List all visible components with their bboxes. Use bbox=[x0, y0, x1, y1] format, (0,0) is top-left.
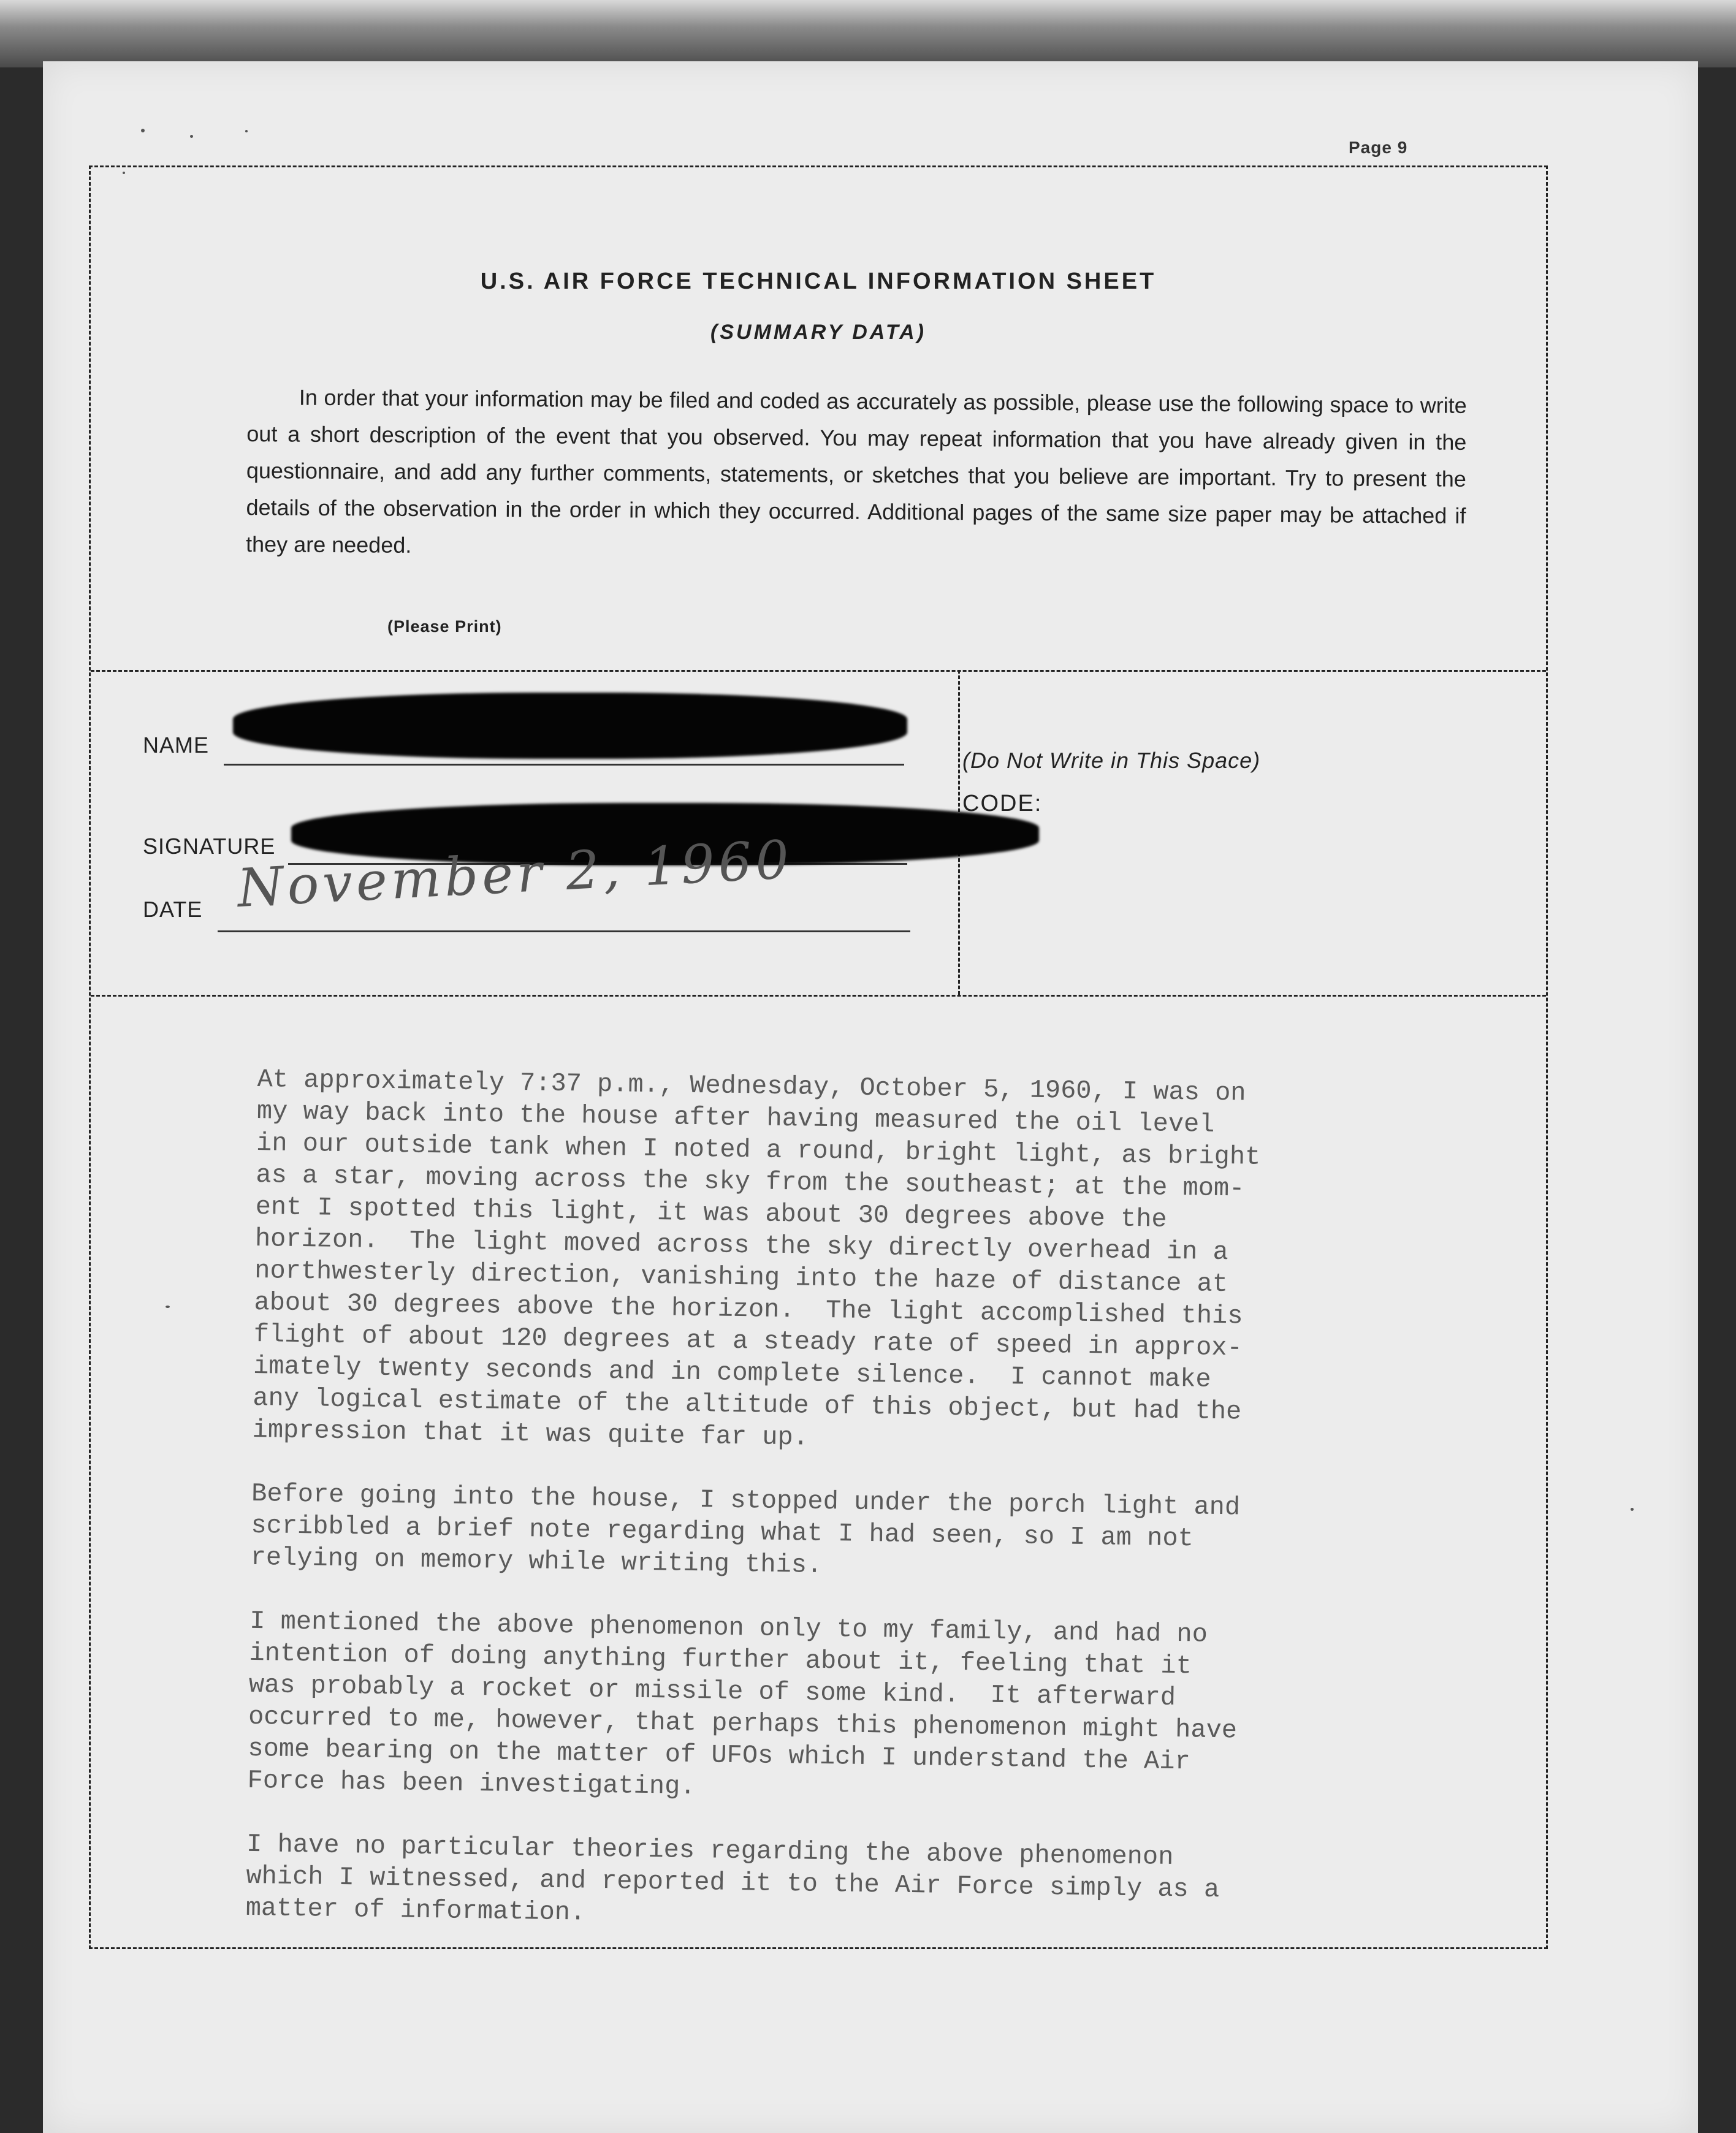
scan-speck bbox=[1631, 1508, 1634, 1511]
form-subtitle: (SUMMARY DATA) bbox=[710, 321, 926, 344]
narrative-paragraph: I have no particular theories regarding the above phenomenon which I witnessed, and reported it to the Air Force simply as a matter of information. bbox=[245, 1829, 1220, 1928]
name-print-hint: (Please Print) bbox=[387, 617, 502, 636]
narrative-paragraph: I mentioned the above phenomenon only to my family, and had no intention of doing anything further about it, feeling that it was probably a rocket or missile of some kind. It afterward occurred to me, however, that perhaps this phenomenon might have some bearing on the matter of UFOs which I understand the Air Force has been investigating. bbox=[247, 1606, 1238, 1802]
scan-top-edge bbox=[0, 0, 1736, 67]
date-field-line bbox=[218, 930, 910, 932]
name-field-line bbox=[224, 764, 904, 766]
scan-speck bbox=[245, 130, 248, 132]
form-header-section bbox=[91, 167, 1546, 672]
form-title: U.S. AIR FORCE TECHNICAL INFORMATION SHEET bbox=[480, 268, 1157, 294]
narrative-text bbox=[245, 1063, 1520, 1974]
name-redaction bbox=[233, 693, 907, 759]
date-label: DATE bbox=[143, 897, 203, 922]
signature-label: SIGNATURE bbox=[143, 834, 276, 859]
date-handwritten-value: November 2, 1960 bbox=[235, 829, 794, 919]
form-instructions: In order that your information may be filed and coded as accurately as possible, please use the following space to write out a short description of the event that you observed. You may repeat information that you have already given in the questionnaire, and add any further comments, statements, or sketches that you believe are important. Try to present the details of the observation in the order in which they occurred. Additional pages of the same size paper may be attached if they are needed. bbox=[245, 384, 1467, 558]
scan-speck bbox=[190, 135, 193, 138]
office-use-note: (Do Not Write in This Space) bbox=[962, 748, 1261, 773]
scan-speck bbox=[141, 129, 145, 132]
narrative-paragraph: At approximately 7:37 p.m., Wednesday, October 5, 1960, I was on my way back into the house after having measured the oil level in our outside tank when I noted a round, bright light, as bright as a star, moving across the sky from the southeast; at the mom- ent I spotted this light, it was about 30 degrees above the horizon. The light moved across the sky directly overhead in a northwesterly direction, vanishing into the haze of distance at about 30 degrees above the horizon. The light accomplished this flight of about 120 degrees at a steady rate of speed in approx- imately twenty seconds and in complete silence. I cannot make any logical estimate of the altitude of this object, but had the impression that it was quite far up. bbox=[252, 1064, 1261, 1453]
narrative-paragraph: Before going into the house, I stopped under the porch light and scribbled a brief note regarding what I had seen, so I am not relying on memory while writing this. bbox=[250, 1478, 1241, 1580]
code-label: CODE: bbox=[962, 791, 1043, 816]
name-label: NAME bbox=[143, 732, 210, 758]
page-number: Page 9 bbox=[1349, 138, 1408, 157]
